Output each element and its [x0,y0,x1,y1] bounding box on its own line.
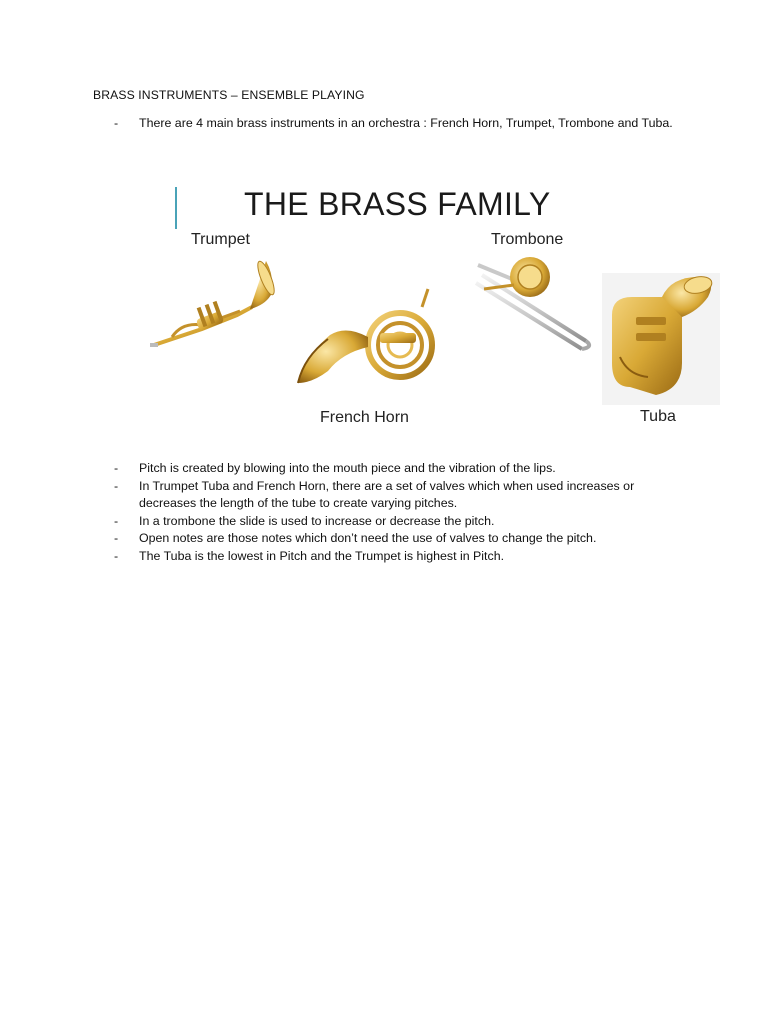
bullet-item [0,548,679,566]
bullet-item [0,513,679,531]
bullet-item [0,478,679,513]
tuba-illustration [602,273,720,405]
trumpet-illustration [150,259,277,347]
bullet-text: In Trumpet Tuba and French Horn, there are a set of valves which when used increases or decreases the length of the tube to create varying pitches. [139,478,635,511]
figure-label-french-horn: French Horn [320,409,409,426]
figure-label-tuba: Tuba [640,408,676,425]
figure-label-trumpet: Trumpet [191,231,250,248]
document-title: BRASS INSTRUMENTS – ENSEMBLE PLAYING [93,88,365,102]
bullet-item [0,530,679,548]
intro-bullet-list [0,115,768,133]
figure-label-trombone: Trombone [491,231,564,248]
bullet-text: The Tuba is the lowest in Pitch and the Trumpet is highest in Pitch. [139,548,505,563]
bullet-text: In a trombone the slide is used to increase or decrease the pitch. [139,513,495,528]
bullet-marker: - [114,531,119,546]
bullet-marker: - [114,548,119,563]
french-horn-illustration [298,289,432,383]
bullet-marker: - [114,116,119,130]
bullet-text: There are 4 main brass instruments in an orchestra : French Horn, Trumpet, Trombone and Tuba. [139,116,673,130]
detail-bullet-list [0,460,768,566]
bullet-marker: - [114,513,119,528]
bullet-marker: - [114,478,119,493]
bullet-text: Pitch is created by blowing into the mouth piece and the vibration of the lips. [139,461,556,475]
trombone-illustration [476,257,589,349]
bullet-text: Open notes are those notes which don’t need the use of valves to change the pitch. [139,531,597,546]
figure-title: THE BRASS FAMILY [244,186,551,222]
bullet-item [0,460,679,478]
bullet-marker: - [114,461,119,475]
bullet-item [0,115,679,133]
